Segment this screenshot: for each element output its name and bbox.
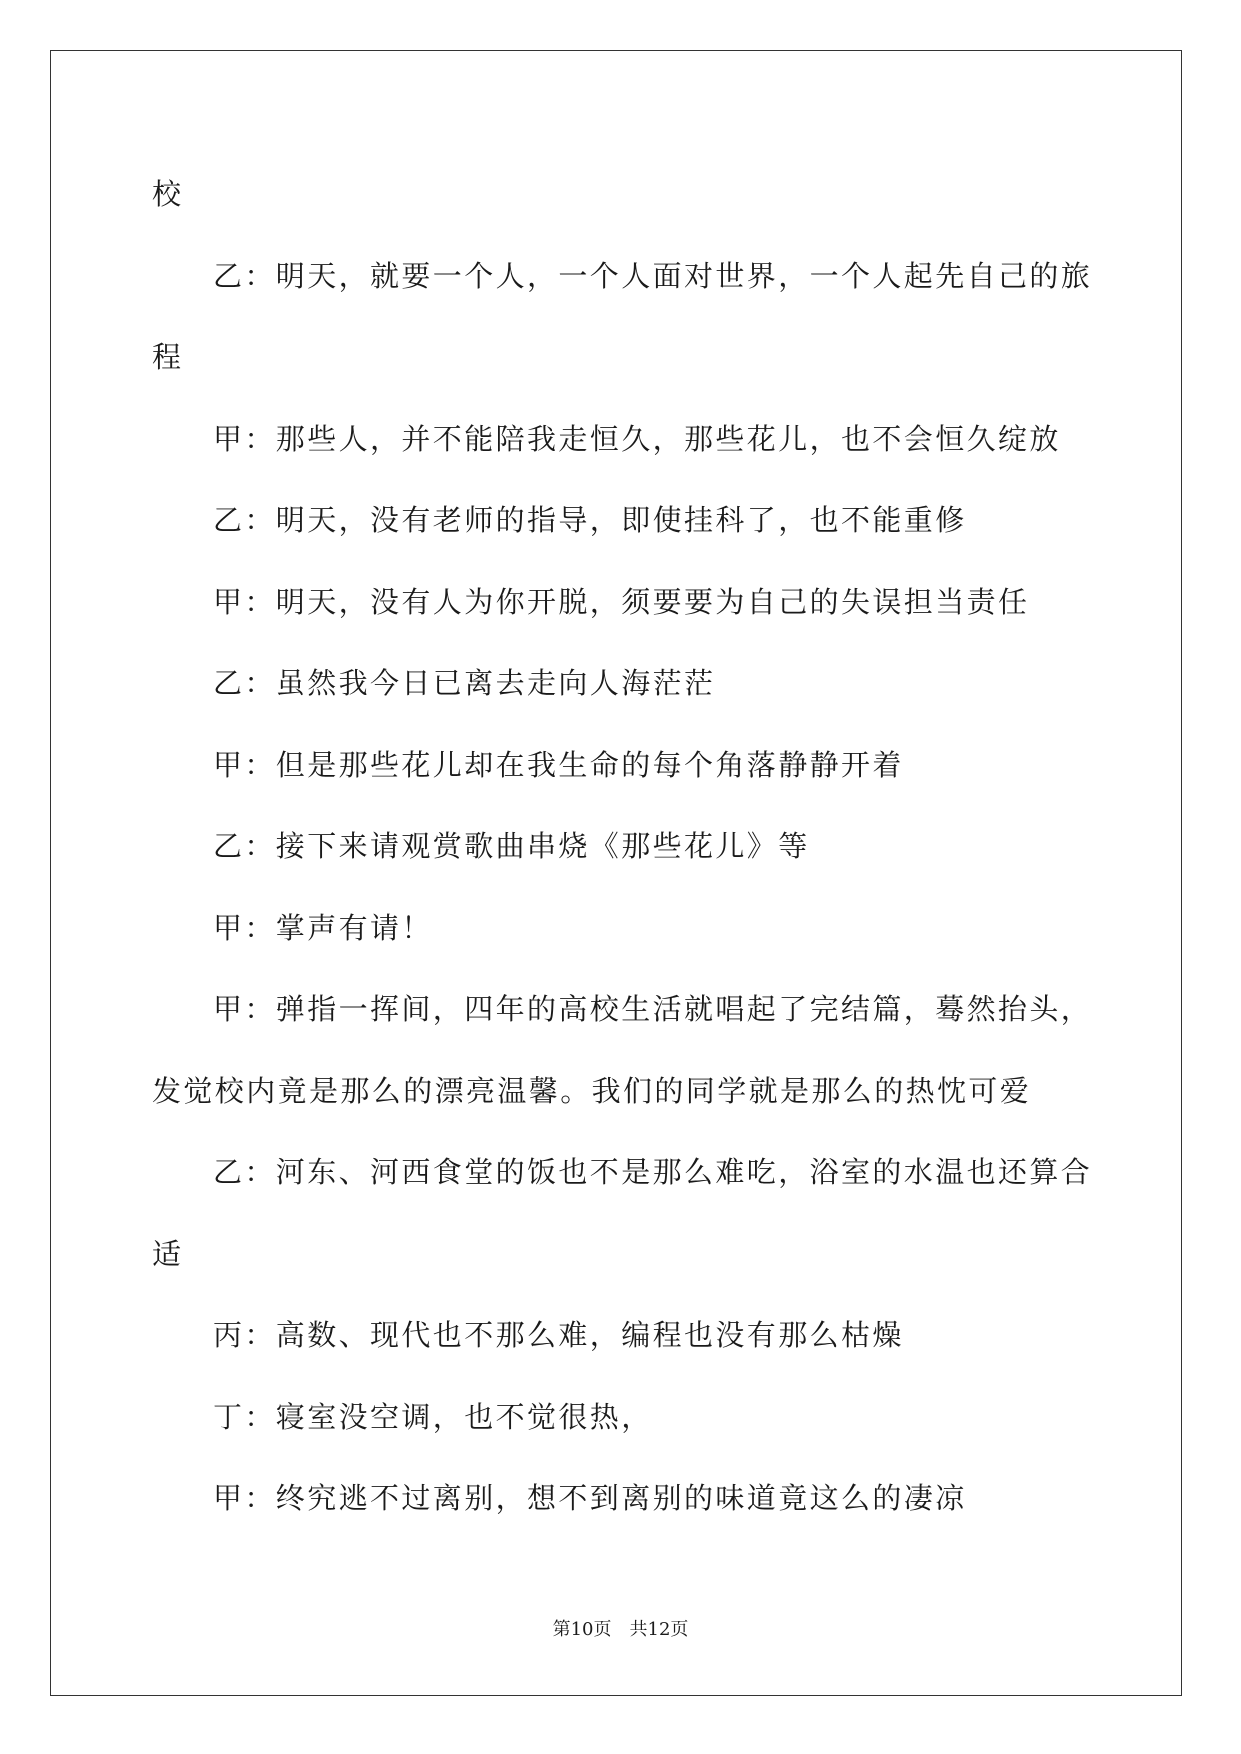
- text-line: 甲：终究逃不过离别，想不到离别的味道竟这么的凄凉: [213, 1481, 967, 1515]
- document-body: [152, 154, 1092, 1540]
- text-line: 甲：弹指一挥间，四年的高校生活就唱起了完结篇，蓦然抬头，: [213, 992, 1093, 1026]
- text-line: 乙：河东、河西食堂的饭也不是那么难吃，浴室的水温也还算合: [213, 1155, 1093, 1189]
- text-line: 乙：明天，没有老师的指导，即使挂科了，也不能重修: [213, 503, 967, 537]
- text-line: 甲：掌声有请！: [213, 910, 433, 945]
- page-footer: [0, 1618, 1241, 1642]
- text-line: 乙：虽然我今日已离去走向人海茫茫: [213, 666, 716, 700]
- text-line: 乙：明天，就要一个人，一个人面对世界，一个人起先自己的旅: [213, 258, 1093, 293]
- text-line: 甲：那些人，并不能陪我走恒久，那些花儿，也不会恒久绽放: [213, 421, 1061, 456]
- text-line: 校: [152, 177, 184, 211]
- text-line: 甲：但是那些花儿却在我生命的每个角落静静开着: [213, 747, 904, 782]
- text-line: 甲：明天，没有人为你开脱，须要要为自己的失误担当责任: [213, 584, 1030, 619]
- text-line: 适: [152, 1236, 184, 1271]
- total-page-count: 共12页: [629, 1619, 689, 1640]
- current-page-number: 第10页: [552, 1619, 612, 1640]
- text-line: 发觉校内竟是那么的漂亮温馨。我们的同学就是那么的热忱可爱: [152, 1073, 1032, 1108]
- text-line: 丁：寝室没空调，也不觉很热，: [213, 1399, 653, 1434]
- text-line: 丙：高数、现代也不那么难，编程也没有那么枯燥: [213, 1318, 904, 1352]
- text-line: 程: [152, 340, 184, 374]
- text-line: 乙：接下来请观赏歌曲串烧《那些花儿》等: [213, 829, 810, 863]
